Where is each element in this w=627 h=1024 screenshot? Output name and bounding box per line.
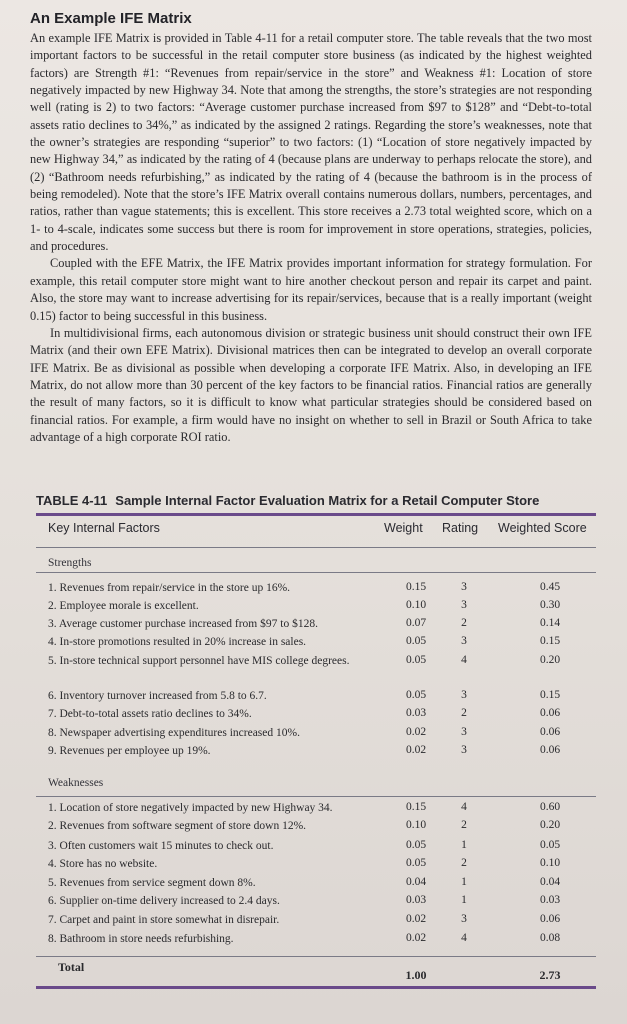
weight-cell: 0.10 [405, 599, 427, 611]
header-rule [36, 547, 596, 548]
score-cell: 0.45 [539, 581, 561, 593]
factor-cell: 4. Store has no website. [48, 858, 158, 870]
weight-cell: 0.15 [405, 581, 427, 593]
weight-cell: 0.07 [405, 617, 427, 629]
table-row [48, 857, 596, 873]
rating-cell: 3 [461, 689, 467, 701]
factor-cell: 5. In-store technical support personnel have MIS college degrees. [48, 655, 350, 667]
weight-cell: 0.15 [405, 801, 427, 813]
weight-cell: 0.05 [405, 689, 427, 701]
rating-cell: 4 [461, 654, 467, 666]
table-row [48, 689, 596, 705]
score-cell: 0.05 [539, 839, 561, 851]
factor-cell: 4. In-store promotions resulted in 20% increase in sales. [48, 636, 307, 648]
table-row [48, 617, 596, 633]
total-rule [36, 956, 596, 957]
factor-cell: 3. Average customer purchase increased from $97 to $128. [48, 618, 318, 630]
table-row [48, 819, 596, 835]
table-number: TABLE 4-11 [36, 493, 108, 508]
rating-cell: 3 [461, 599, 467, 611]
table-row [48, 839, 596, 855]
score-cell: 0.15 [539, 635, 561, 647]
rating-cell: 1 [461, 876, 467, 888]
header-weight: Weight [384, 521, 423, 535]
score-cell: 0.10 [539, 857, 561, 869]
factor-cell: 3. Often customers wait 15 minutes to check out. [48, 840, 274, 852]
weight-cell: 0.05 [405, 654, 427, 666]
factor-cell: 2. Employee morale is excellent. [48, 600, 199, 612]
score-cell: 0.30 [539, 599, 561, 611]
header-weighted-score: Weighted Score [498, 521, 587, 535]
strengths-rule [36, 572, 596, 573]
table-row [48, 801, 596, 817]
table-row [48, 581, 596, 597]
score-cell: 0.60 [539, 801, 561, 813]
score-cell: 0.15 [539, 689, 561, 701]
rating-cell: 4 [461, 932, 467, 944]
rating-cell: 2 [461, 857, 467, 869]
rating-cell: 4 [461, 801, 467, 813]
weight-cell: 0.10 [405, 819, 427, 831]
weight-cell: 0.02 [405, 744, 427, 756]
total-weight: 1.00 [405, 968, 427, 982]
score-cell: 0.04 [539, 876, 561, 888]
factor-cell: 9. Revenues per employee up 19%. [48, 745, 211, 757]
weight-cell: 0.02 [405, 932, 427, 944]
body-text [30, 30, 592, 446]
rating-cell: 1 [461, 894, 467, 906]
table-row [48, 654, 596, 670]
rating-cell: 2 [461, 617, 467, 629]
table-row [48, 726, 596, 742]
weight-cell: 0.02 [405, 913, 427, 925]
table-bottom-rule [36, 986, 596, 989]
factor-cell: 8. Bathroom in store needs refurbishing. [48, 933, 234, 945]
weight-cell: 0.05 [405, 857, 427, 869]
total-label: Total [58, 960, 85, 974]
factor-cell: 5. Revenues from service segment down 8%. [48, 877, 256, 889]
score-cell: 0.14 [539, 617, 561, 629]
table-row [48, 913, 596, 929]
table-row [48, 876, 596, 892]
factor-cell: 7. Carpet and paint in store somewhat in disrepair. [48, 914, 280, 926]
rating-cell: 2 [461, 707, 467, 719]
weight-cell: 0.03 [405, 894, 427, 906]
table-title: Sample Internal Factor Evaluation Matrix for a Retail Computer Store [115, 493, 540, 508]
factor-cell: 1. Revenues from repair/service in the store up 16%. [48, 582, 291, 594]
score-cell: 0.20 [539, 819, 561, 831]
paragraph-2: Coupled with the EFE Matrix, the IFE Matrix provides important information for strategy formulation. For example, this retail computer store might want to hire another checkout person and repair its carpet and paint. Also, the store may want to increase advertising for its repair/services, because that is a really important (weight 0.15) factor to being successful in this business. [30, 256, 592, 323]
score-cell: 0.08 [539, 932, 561, 944]
table-row [48, 932, 596, 948]
factor-cell: 1. Location of store negatively impacted by new Highway 34. [48, 802, 333, 814]
factor-cell: 7. Debt-to-total assets ratio declines to 34%. [48, 708, 252, 720]
strengths-label: Strengths [48, 557, 92, 569]
score-cell: 0.06 [539, 744, 561, 756]
rating-cell: 3 [461, 581, 467, 593]
factor-cell: 6. Supplier on-time delivery increased to 2.4 days. [48, 895, 280, 907]
weight-cell: 0.02 [405, 726, 427, 738]
factor-cell: 8. Newspaper advertising expenditures increased 10%. [48, 727, 300, 739]
table-row [48, 635, 596, 651]
rating-cell: 3 [461, 635, 467, 647]
header-rating: Rating [442, 521, 479, 535]
rating-cell: 3 [461, 744, 467, 756]
table-row [48, 707, 596, 723]
rating-cell: 3 [461, 913, 467, 925]
score-cell: 0.06 [539, 913, 561, 925]
score-cell: 0.03 [539, 894, 561, 906]
weight-cell: 0.05 [405, 635, 427, 647]
table-row [48, 894, 596, 910]
rating-cell: 3 [461, 726, 467, 738]
weight-cell: 0.05 [405, 839, 427, 851]
rating-cell: 1 [461, 839, 467, 851]
factor-cell: 6. Inventory turnover increased from 5.8 to 6.7. [48, 690, 267, 702]
score-cell: 0.20 [539, 654, 561, 666]
weight-cell: 0.03 [405, 707, 427, 719]
table-row [48, 744, 596, 760]
score-cell: 0.06 [539, 707, 561, 719]
score-cell: 0.06 [539, 726, 561, 738]
paragraph-1: An example IFE Matrix is provided in Table 4-11 for a retail computer store. The table reveals that the two most important factors to be successful in the retail computer store business (as indicated by the highest weighted factors) are Strength #1: “Revenues from repair/service in the store” and Weakness #1: Location of store negatively impacted by new Highway 34. Note that among the strengths, the store’s strategies are not responding well (rating is 2) to two factors: “Average customer purchase increased from $97 to $128” and “Debt-to-total assets ratio declines to 34%,” as indicated by the assigned 2 ratings. Regarding the store’s weaknesses, note that the owner’s strategies are responding “superior” to two factors: (1) “Location of store negatively impacted by new Highway 34,” as indicated by the rating of 4 (because plans are underway to perhaps relocate the store), and (2) “Bathroom needs refurbishing,” as indicated by the rating of 4 (because the bathroom is in the process of being remodeled). Note that the store’s IFE Matrix overall contains numerous dollars, numbers, percentages, and ratios, rather than vague statements; this is excellent. This store receives a 2.73 total weighted score, which on a 1- to 4-scale, indicates some success but there is room for improvement in store operations, strategies, policies, and procedures. [30, 31, 592, 254]
table-row [48, 599, 596, 615]
weight-cell: 0.04 [405, 876, 427, 888]
weaknesses-rule [36, 796, 596, 797]
paragraph-3: In multidivisional firms, each autonomous division or strategic business unit should construct their own IFE Matrix (and their own EFE Matrix). Divisional matrices then can be integrated to develop an overall corporate IFE Matrix. Be as divisional as possible when developing a corporate IFE Matrix. Also, in developing an IFE Matrix, do not allow more than 30 percent of the key factors to be financial ratios. Financial ratios are generally the result of many factors, so it is difficult to know what particular strategies should be considered based on financial ratios. For example, a firm would have no insight on whether to sell in Brazil or South Africa to take advantage of a high corporate ROI ratio. [30, 325, 592, 444]
table-caption [36, 493, 592, 508]
table-top-rule [36, 513, 596, 516]
section-heading: An Example IFE Matrix [30, 10, 192, 27]
rating-cell: 2 [461, 819, 467, 831]
weaknesses-label: Weaknesses [48, 777, 104, 789]
total-score: 2.73 [539, 968, 561, 982]
header-key-factors: Key Internal Factors [48, 521, 160, 535]
factor-cell: 2. Revenues from software segment of store down 12%. [48, 820, 307, 832]
